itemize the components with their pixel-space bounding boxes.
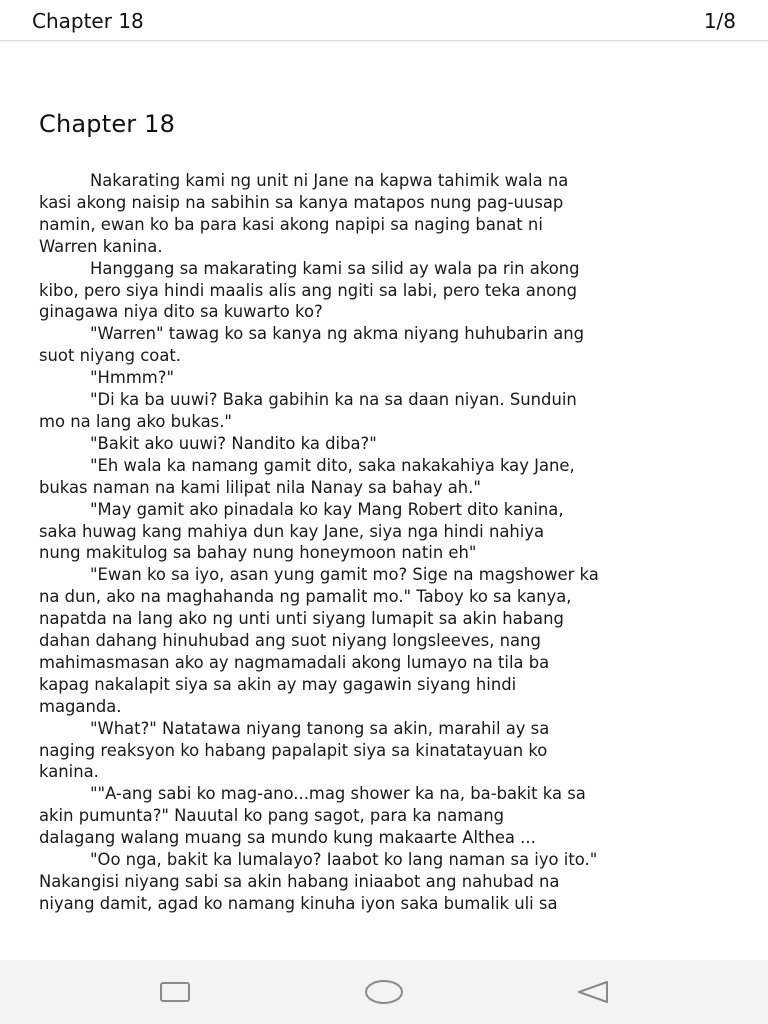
text-line: Nakarating kami ng unit ni Jane na kapwa tahimik wala na (90, 171, 569, 190)
text-line: "Hmmm?" (90, 368, 175, 388)
text-line: "Ewan ko sa iyo, asan yung gamit mo? Sige na magshower ka (90, 565, 599, 585)
page-indicator: 1/8 (703, 9, 736, 33)
text-line: "Oo nga, bakit ka lumalayo? Iaabot ko lang naman sa iyo ito." (90, 850, 598, 870)
text-line: Nakangisi niyang sabi sa akin habang iniaabot ang nahubad na (39, 872, 560, 891)
text-line: "What?" Natatawa niyang tanong sa akin, marahil ay sa (90, 718, 550, 738)
text-line: niyang damit, agad ko namang kinuha iyon saka bumalik uli sa (39, 893, 558, 913)
text-line: "Eh wala ka namang gamit dito, saka nakakahiya kay Jane, (90, 455, 575, 475)
triangle-back-icon (575, 979, 611, 1005)
text-line: namin, ewan ko ba para kasi akong napipi sa naging banat ni (39, 214, 543, 234)
chapter-heading: Chapter 18 (39, 110, 176, 138)
text-line: "May gamit ako pinadala ko kay Mang Robert dito kanina, (90, 499, 564, 519)
text-line: mahimasmasan ako ay nagmamadali akong lumayo na tila ba (39, 652, 550, 672)
text-line: kasi akong naisip na sabihin sa kanya matapos nung pag-uusap (39, 192, 564, 212)
text-line: ginagawa niya dito sa kuwarto ko? (39, 302, 323, 322)
text-line: suot niyang coat. (39, 346, 182, 366)
chapter-body-text (39, 170, 729, 915)
text-line: saka huwag kang mahiya dun kay Jane, siya nga hindi nahiya (39, 521, 545, 541)
text-line: akin pumunta?" Nauutal ko pang sagot, para ka namang (39, 806, 505, 826)
home-button[interactable] (352, 972, 416, 1012)
circle-home-icon (364, 979, 404, 1005)
back-button[interactable] (561, 972, 625, 1012)
square-recents-icon (159, 981, 191, 1003)
text-line: bukas naman na kami lilipat nila Nanay sa bahay ah." (39, 477, 481, 497)
text-line: Warren kanina. (39, 236, 163, 256)
text-line: kapag nakalapit siya sa akin ay may gagawin siyang hindi (39, 674, 517, 694)
book-chapter-title: Chapter 18 (32, 9, 144, 33)
text-line: napatda na lang ako ng unti unti siyang lumapit sa akin habang (39, 609, 564, 629)
text-line: Hanggang sa makarating kami sa silid ay wala pa rin akong (90, 258, 580, 278)
recents-button[interactable] (143, 972, 207, 1012)
text-line: "Warren" tawag ko sa kanya ng akma niyang huhubarin ang (90, 324, 585, 344)
reader-page-content[interactable] (39, 104, 729, 915)
reader-top-bar (0, 0, 768, 41)
text-line: mo na lang ako bukas." (39, 411, 232, 431)
text-line: kanina. (39, 762, 99, 782)
text-line: "Bakit ako uuwi? Nandito ka diba?" (90, 433, 377, 453)
text-line: dalagang walang muang sa mundo kung makaarte Althea ... (39, 828, 536, 848)
text-line: maganda. (39, 696, 122, 716)
text-line: "Di ka ba uuwi? Baka gabihin ka na sa daan niyan. Sunduin (90, 390, 577, 410)
text-line: kibo, pero siya hindi maalis alis ang ngiti sa labi, pero teka anong (39, 280, 578, 300)
system-navigation-bar (0, 960, 768, 1024)
text-line: ""A-ang sabi ko mag-ano...mag shower ka na, ba-bakit ka sa (90, 784, 586, 804)
text-line: nung makitulog sa bahay nung honeymoon natin eh" (39, 543, 477, 563)
text-line: na dun, ako na maghahanda ng pamalit mo." Taboy ko sa kanya, (39, 587, 572, 607)
text-line: naging reaksyon ko habang papalapit siya sa kinatatayuan ko (39, 740, 548, 760)
text-line: dahan dahang hinuhubad ang suot niyang longsleeves, nang (39, 631, 541, 651)
